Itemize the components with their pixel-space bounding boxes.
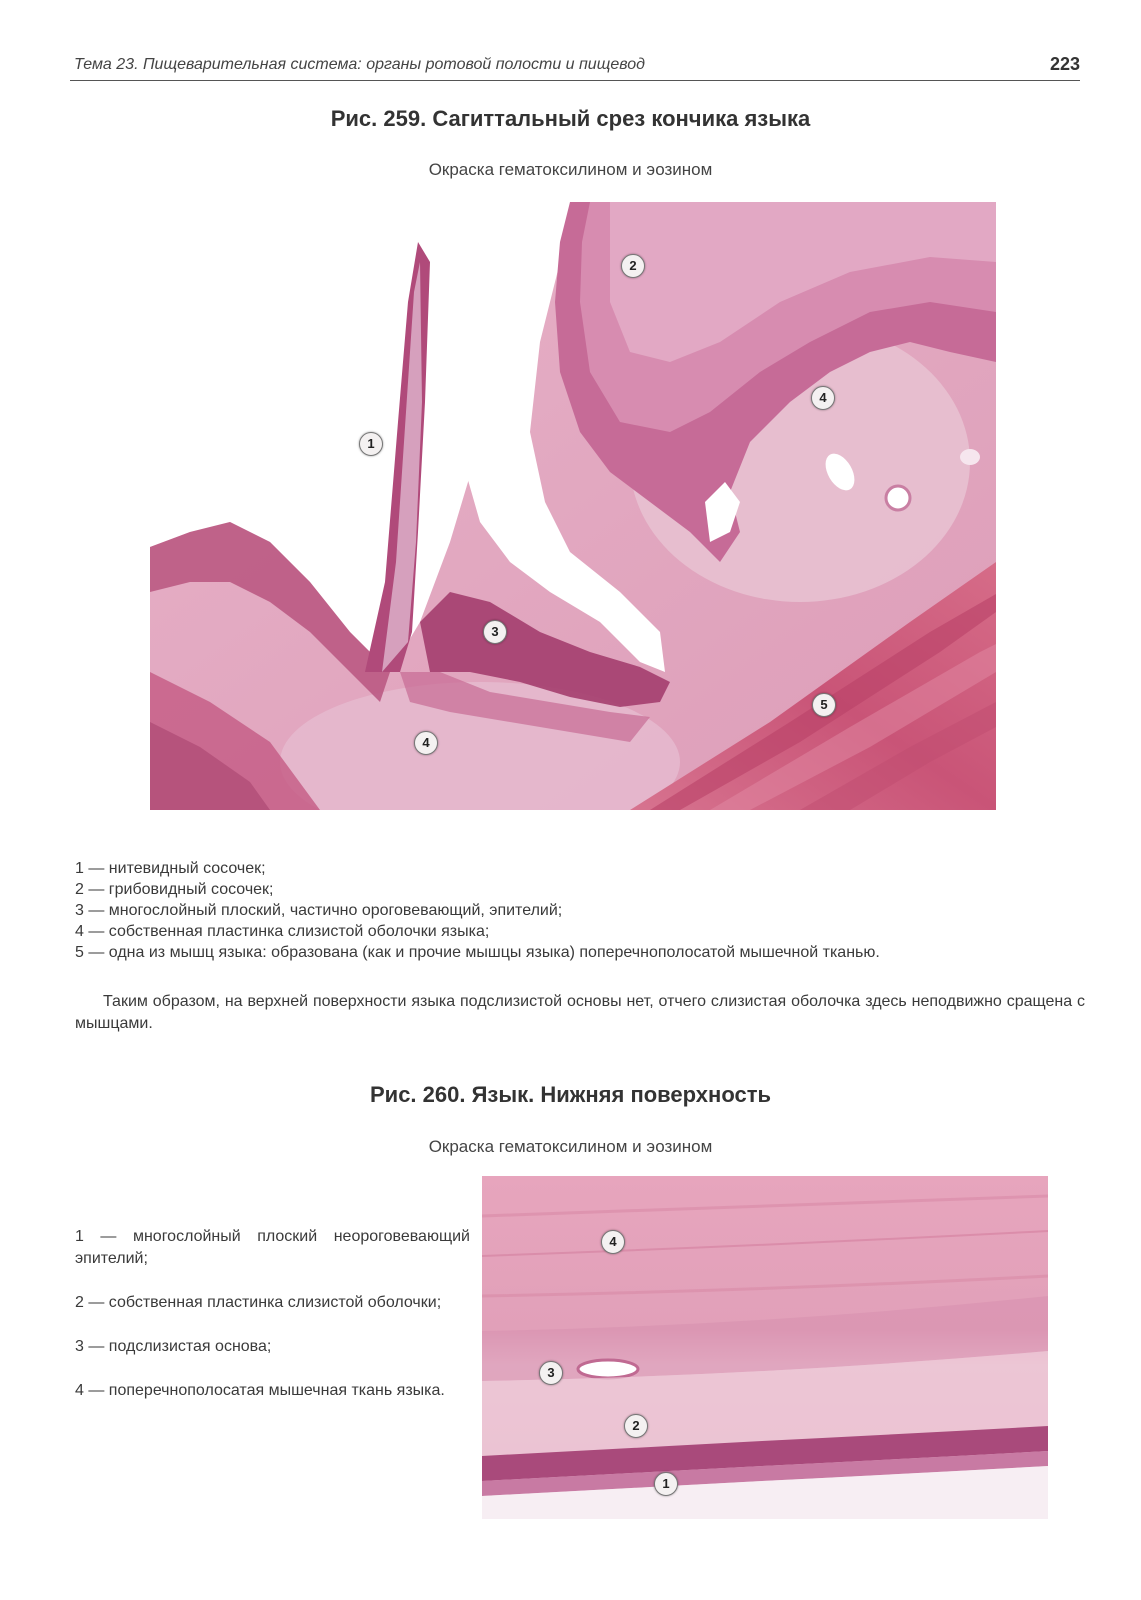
marker-1: 1 xyxy=(654,1472,678,1496)
tongue-lower-surface-image xyxy=(482,1176,1048,1519)
legend-item: 2 — собственная пластинка слизистой оболочки; xyxy=(75,1294,442,1311)
figure-259-legend xyxy=(75,858,1085,963)
marker-3: 3 xyxy=(539,1361,563,1385)
figure-260-title: Рис. 260. Язык. Нижняя поверхность xyxy=(370,1082,771,1107)
legend-item: 3 — многослойный плоский, частично ороговевающий, эпителий; xyxy=(75,902,563,919)
running-title: Тема 23. Пищеварительная система: органы ротовой полости и пищевод xyxy=(74,56,645,73)
legend-item: 1 — нитевидный сосочек; xyxy=(75,860,266,877)
marker-5: 5 xyxy=(812,693,836,717)
figure-260-stain: Окраска гематоксилином и эозином xyxy=(428,1137,713,1156)
body-paragraph: Таким образом, на верхней поверхности языка подслизистой основы нет, отчего слизистая оболочка здесь неподвижно сращена с мышцами. xyxy=(75,993,1085,1032)
marker-1: 1 xyxy=(359,432,383,456)
legend-item: 5 — одна из мышц языка: образована (как и прочие мышцы языка) поперечнополосатой мышечной тканью. xyxy=(75,944,880,961)
page-number: 223 xyxy=(1049,54,1080,74)
legend-item: 4 — собственная пластинка слизистой оболочки языка; xyxy=(75,923,490,940)
marker-4-upper: 4 xyxy=(811,386,835,410)
marker-2: 2 xyxy=(624,1414,648,1438)
figure-259-micrograph xyxy=(150,202,996,810)
figure-259-stain: Окраска гематоксилином и эозином xyxy=(428,160,713,179)
legend-item: 3 — подслизистая основа; xyxy=(75,1338,272,1355)
running-head xyxy=(70,52,1080,81)
figure-260-legend xyxy=(75,1226,470,1424)
legend-item: 2 — грибовидный сосочек; xyxy=(75,881,274,898)
marker-2: 2 xyxy=(621,254,645,278)
legend-item: 1 — многослойный плоский неороговевающий эпителий; xyxy=(75,1228,470,1267)
marker-4: 4 xyxy=(601,1230,625,1254)
tongue-tip-section-image xyxy=(150,202,996,810)
marker-4-lower: 4 xyxy=(414,731,438,755)
marker-3: 3 xyxy=(483,620,507,644)
figure-259-title: Рис. 259. Сагиттальный срез кончика языка xyxy=(330,106,811,131)
figure-260-micrograph xyxy=(482,1176,1048,1519)
legend-item: 4 — поперечнополосатая мышечная ткань языка. xyxy=(75,1382,445,1399)
